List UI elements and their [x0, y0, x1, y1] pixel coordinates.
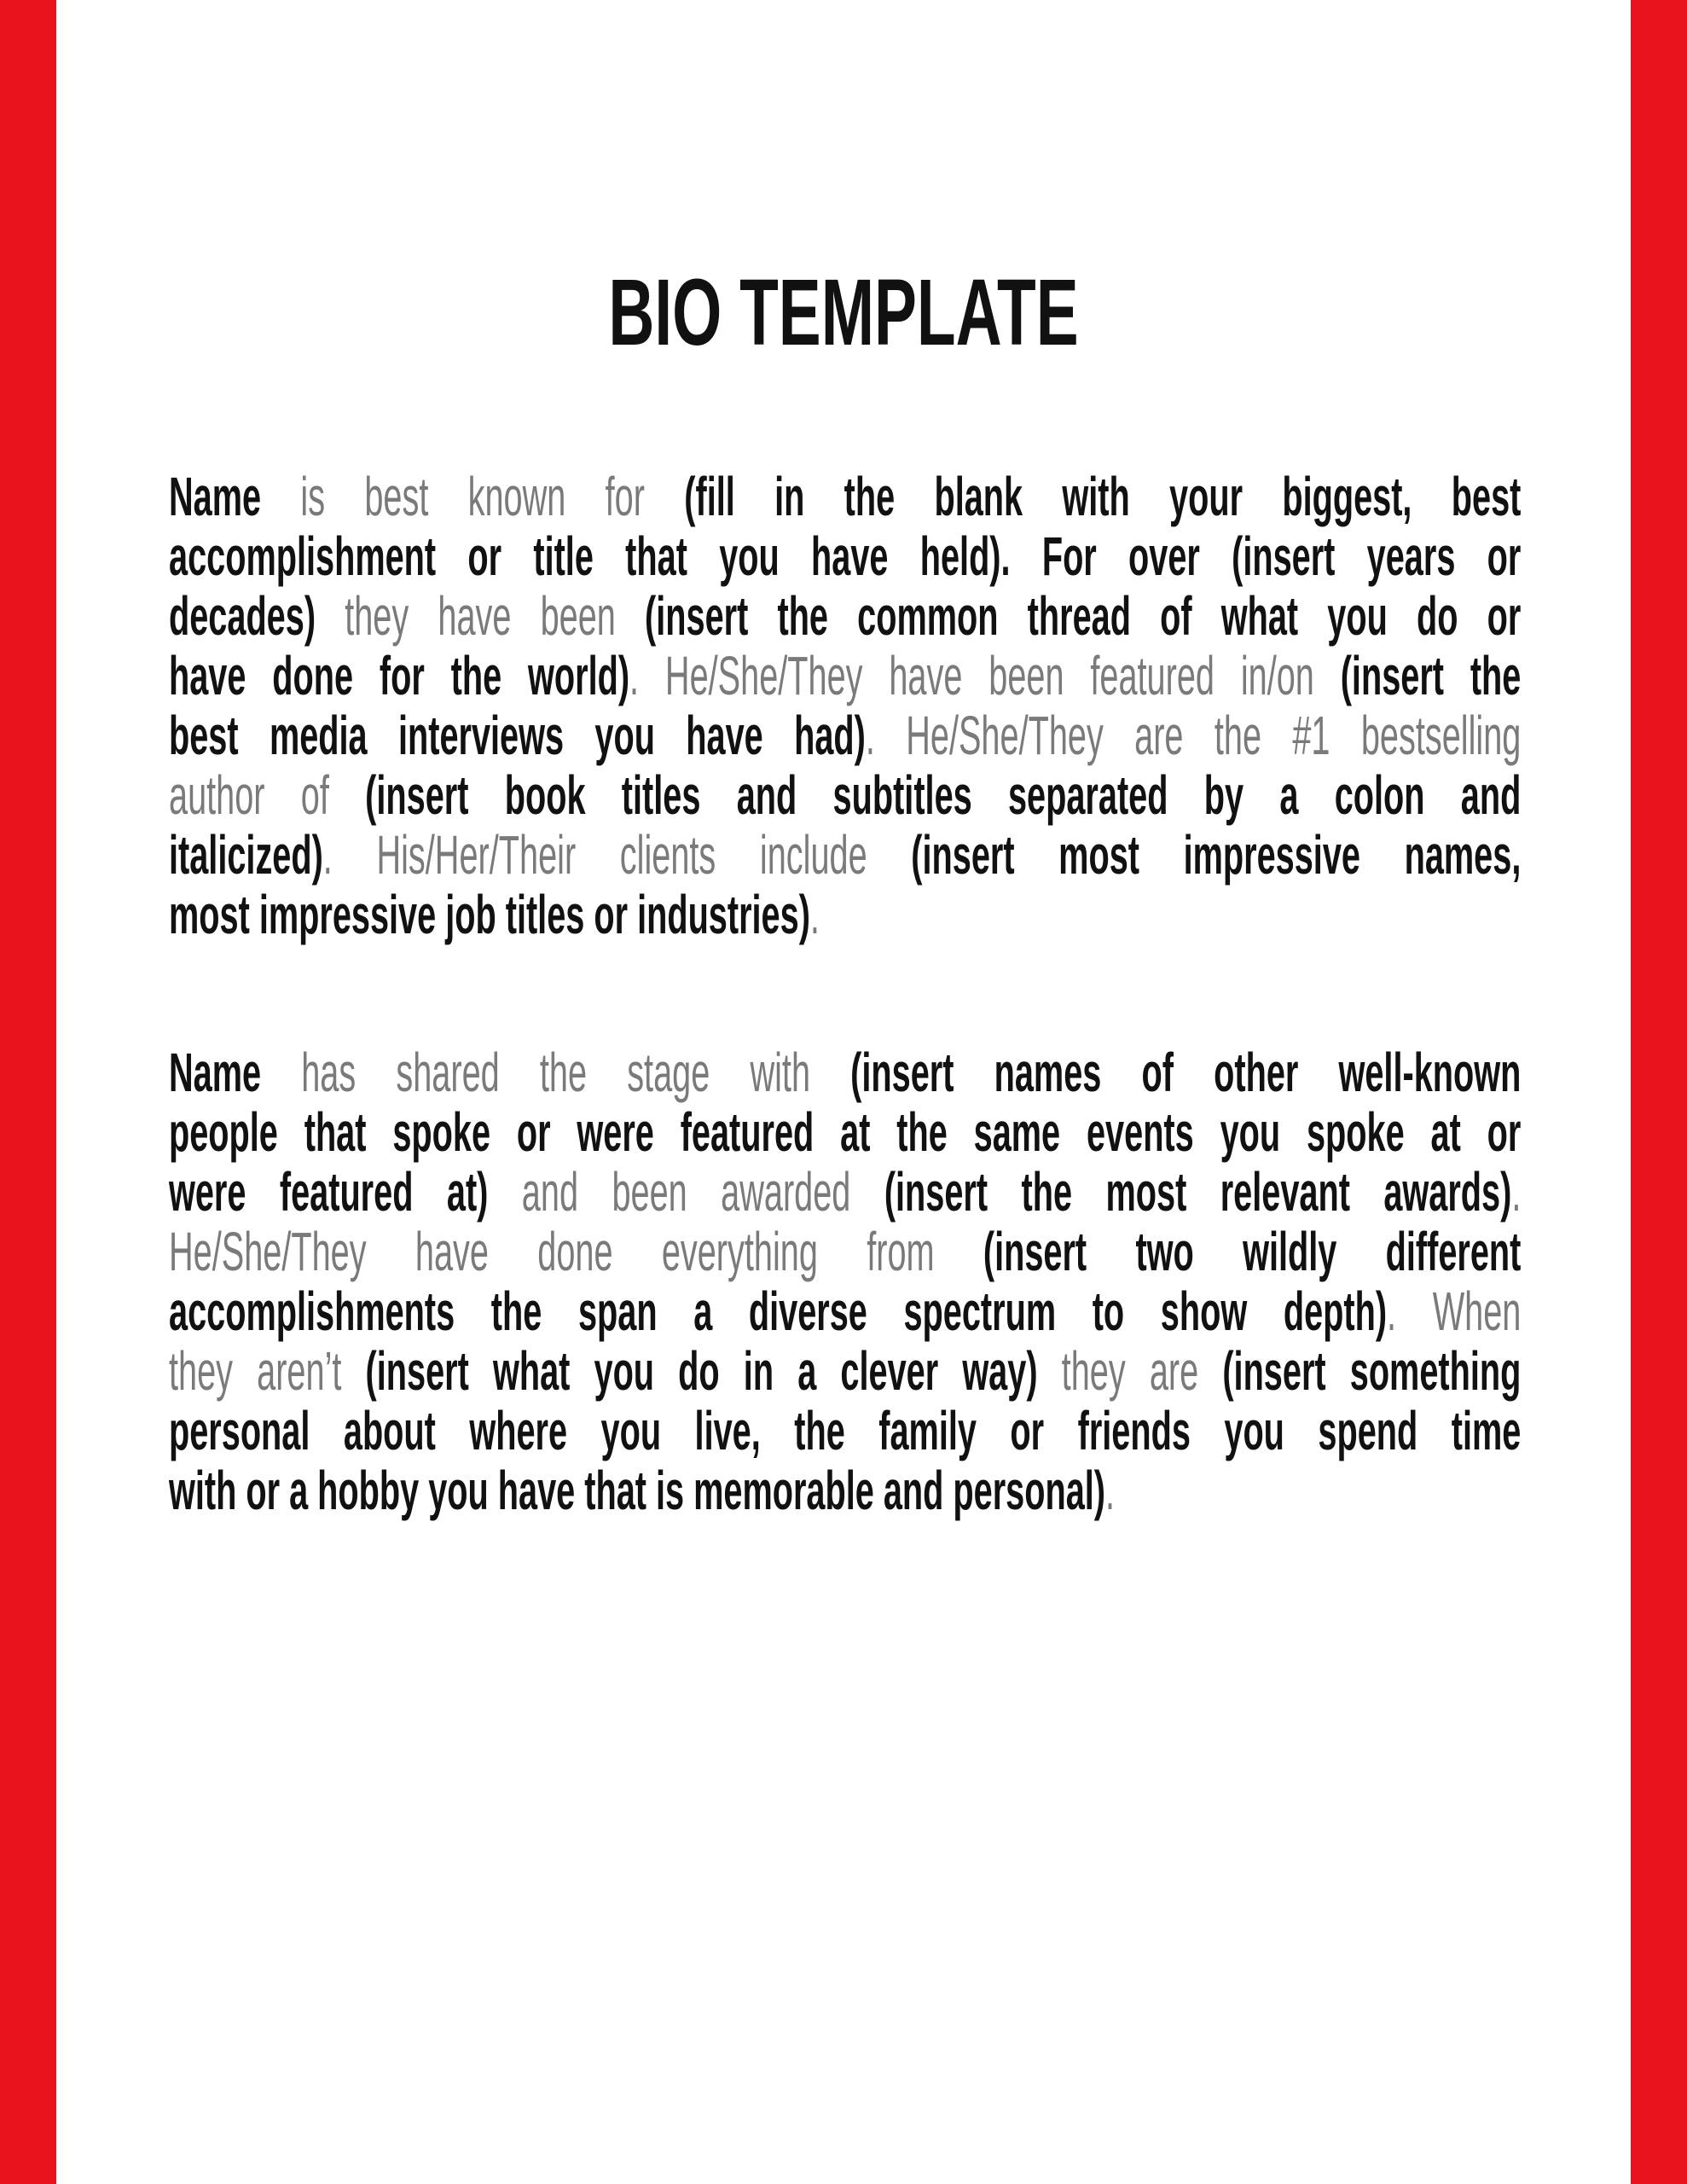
left-accent-bar — [0, 0, 56, 2184]
text-run: most impressive job titles or industries) — [169, 884, 810, 945]
text-run: (insert what you do in a clever way) — [365, 1340, 1062, 1402]
text-run: (insert the most relevant awards) — [884, 1161, 1512, 1223]
text-run: Name — [169, 466, 301, 527]
text-line — [169, 586, 1521, 646]
text-line — [169, 526, 1521, 586]
text-run: they aren’t — [169, 1340, 366, 1402]
text-run: accomplishments the span a diverse spectrum to show depth) — [169, 1281, 1388, 1342]
text-run: (insert book titles and subtitles separated by a colon and — [365, 764, 1522, 826]
text-line — [169, 885, 1521, 944]
text-line — [169, 1162, 1521, 1222]
text-line — [169, 1341, 1521, 1401]
page-title: BIO TEMPLATE — [608, 260, 1079, 365]
text-run: Name — [169, 1042, 302, 1103]
text-run: . — [1105, 1460, 1116, 1521]
text-run: (insert names of other well-known — [850, 1042, 1522, 1103]
text-run: (insert the common thread of what you do or — [645, 585, 1522, 647]
text-run: (insert something — [1222, 1340, 1522, 1402]
text-line — [169, 706, 1521, 765]
text-run: He/She/They have done everything from — [169, 1221, 983, 1282]
text-run: . When — [1387, 1281, 1522, 1342]
text-line — [169, 765, 1521, 825]
text-run: with or a hobby you have that is memorable and personal) — [169, 1460, 1106, 1521]
text-run: (fill in the blank with your biggest, best — [684, 466, 1522, 527]
text-run: best media interviews you have had) — [169, 705, 866, 766]
text-line — [169, 646, 1521, 706]
text-run: . He/She/They have been featured in/on — [629, 645, 1341, 706]
text-run: (insert two wildly different — [983, 1221, 1522, 1282]
text-run: they have been — [345, 585, 646, 647]
text-line — [169, 1222, 1521, 1281]
text-run: is best known for — [300, 466, 685, 527]
text-run: personal about where you live, the family or friends you spend time — [169, 1400, 1522, 1461]
text-run: italicized) — [169, 824, 323, 886]
text-run: people that spoke or were featured at the same events you spoke at or — [169, 1101, 1522, 1163]
right-accent-bar — [1631, 0, 1687, 2184]
text-run: . He/She/They are the #1 bestselling — [865, 705, 1522, 766]
text-run: and been awarded — [521, 1161, 884, 1223]
text-run: accomplishment or title that you have held). For over (insert years or — [169, 526, 1522, 587]
bio-paragraph-1 — [169, 467, 1521, 944]
text-run: author of — [169, 764, 366, 826]
text-run: has shared the stage with — [301, 1042, 851, 1103]
text-run: . — [809, 884, 820, 945]
text-line — [169, 1281, 1521, 1341]
text-run: (insert the — [1340, 645, 1522, 706]
text-line — [169, 1043, 1521, 1102]
text-run: decades) — [169, 585, 345, 647]
text-line — [169, 825, 1521, 885]
text-line — [169, 1461, 1521, 1520]
text-run: they are — [1061, 1340, 1223, 1402]
text-run: have done for the world) — [169, 645, 630, 706]
text-line — [169, 1102, 1521, 1162]
text-run: . — [1511, 1161, 1522, 1223]
text-line — [169, 1401, 1521, 1461]
text-run: (insert most impressive names, — [911, 824, 1522, 886]
text-line — [169, 467, 1521, 526]
text-run: . His/Her/Their clients include — [322, 824, 912, 886]
bio-paragraph-2 — [169, 1043, 1521, 1520]
text-run: were featured at) — [169, 1161, 522, 1223]
